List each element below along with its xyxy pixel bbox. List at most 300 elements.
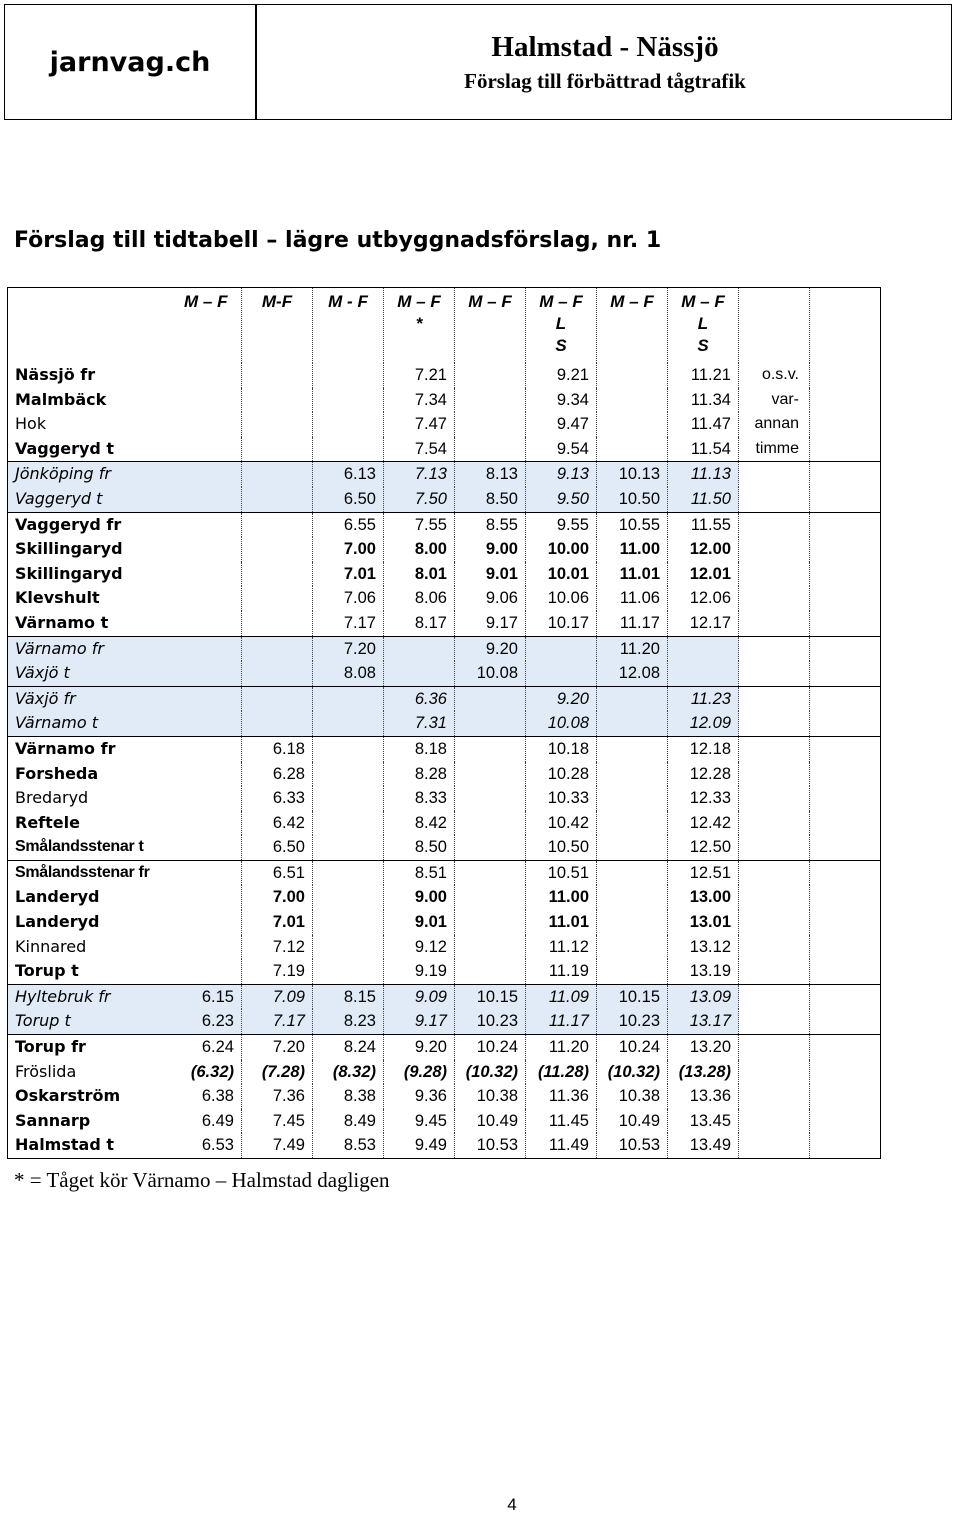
time-cell: 9.47: [526, 412, 597, 437]
time-cell: 11.19: [526, 959, 597, 984]
station-name: Skillingaryd: [15, 539, 123, 559]
column-header: [455, 288, 526, 364]
time-cell: [171, 363, 242, 388]
time-cell: [242, 487, 313, 512]
time-cell: [171, 835, 242, 860]
station-name: Vaggeryd t: [8, 487, 171, 512]
time-cell: 7.36: [242, 1084, 313, 1109]
station-name: Landeryd: [15, 912, 100, 932]
empty-cell: [810, 437, 881, 462]
station-name: Landeryd: [15, 887, 100, 907]
station-name: Nässjö fr: [15, 365, 96, 384]
time-cell: 10.23: [597, 1009, 668, 1034]
time-cell: 10.49: [597, 1109, 668, 1134]
time-cell: 9.21: [526, 363, 597, 388]
frequency-note-line: timme: [755, 439, 799, 457]
table-row: [8, 611, 881, 636]
time-cell: 13.36: [668, 1084, 739, 1109]
time-cell: [455, 762, 526, 787]
time-cell: [313, 860, 384, 885]
empty-cell: [739, 885, 810, 910]
frequency-note-line: o.s.v.: [761, 366, 799, 383]
table-row: [8, 661, 881, 686]
time-cell: 8.01: [384, 562, 455, 587]
time-cell: 7.00: [313, 537, 384, 562]
table-row: [8, 959, 881, 984]
time-cell: [455, 835, 526, 860]
empty-cell: [739, 1109, 810, 1134]
time-cell: [313, 959, 384, 984]
station-name: Hok: [15, 414, 47, 434]
time-cell: 10.24: [597, 1035, 668, 1060]
time-cell: 13.09: [668, 984, 739, 1009]
column-header-line: M – F: [184, 292, 228, 311]
empty-cell: [810, 586, 881, 611]
column-header-line: M – F: [539, 292, 583, 311]
empty-cell: [810, 984, 881, 1009]
time-cell: 7.00: [242, 885, 313, 910]
column-header-line: M – F: [610, 292, 654, 311]
route-title: Halmstad - Nässjö: [491, 31, 719, 63]
column-header-empty: [810, 288, 881, 364]
time-cell: (11.28): [526, 1060, 597, 1085]
empty-cell: [739, 1060, 810, 1085]
time-cell: 6.15: [171, 984, 242, 1009]
time-cell: [597, 885, 668, 910]
time-cell: 6.51: [242, 860, 313, 885]
time-cell: [171, 686, 242, 711]
empty-cell: [739, 1009, 810, 1034]
empty-cell: [739, 786, 810, 811]
empty-cell: [810, 711, 881, 736]
column-header-line: S: [697, 336, 709, 355]
time-cell: [668, 661, 739, 686]
time-cell: 8.51: [384, 860, 455, 885]
empty-cell: [810, 786, 881, 811]
empty-cell: [810, 1009, 881, 1034]
table-row: [8, 1009, 881, 1034]
time-cell: [597, 711, 668, 736]
station-name: Forsheda: [15, 763, 99, 783]
empty-cell: [810, 1109, 881, 1134]
column-header-line: M-F: [261, 292, 293, 311]
time-cell: 8.42: [384, 811, 455, 836]
time-cell: [242, 562, 313, 587]
time-cell: 7.01: [313, 562, 384, 587]
time-cell: 6.18: [242, 736, 313, 761]
time-cell: [313, 762, 384, 787]
site-name: jarnvag.ch: [49, 46, 211, 78]
time-cell: 7.34: [384, 388, 455, 413]
time-cell: [313, 363, 384, 388]
time-cell: [597, 762, 668, 787]
empty-cell: [810, 611, 881, 636]
time-cell: (10.32): [455, 1060, 526, 1085]
time-cell: [455, 910, 526, 935]
time-cell: [171, 412, 242, 437]
time-cell: 10.50: [597, 487, 668, 512]
column-header: [313, 288, 384, 364]
time-cell: 8.55: [455, 512, 526, 537]
time-cell: [455, 388, 526, 413]
time-cell: [171, 562, 242, 587]
table-row: [8, 984, 881, 1009]
table-row: [8, 462, 881, 487]
station-name: Bredaryd: [15, 788, 89, 808]
time-cell: 6.55: [313, 512, 384, 537]
station-name: Malmbäck: [15, 389, 107, 409]
time-cell: 9.45: [384, 1109, 455, 1134]
empty-cell: [810, 363, 881, 388]
station-name: Torup t: [8, 1009, 171, 1034]
time-cell: 8.23: [313, 1009, 384, 1034]
time-cell: [526, 661, 597, 686]
time-cell: 7.54: [384, 437, 455, 462]
table-row: [8, 363, 881, 388]
time-cell: 7.50: [384, 487, 455, 512]
empty-cell: [810, 661, 881, 686]
frequency-note-line: var-: [771, 390, 799, 408]
empty-cell: [739, 512, 810, 537]
empty-cell: [739, 860, 810, 885]
time-cell: [313, 388, 384, 413]
empty-cell: [739, 910, 810, 935]
time-cell: 11.06: [597, 586, 668, 611]
time-cell: 8.06: [384, 586, 455, 611]
time-cell: [171, 910, 242, 935]
empty-cell: [810, 959, 881, 984]
time-cell: 9.54: [526, 437, 597, 462]
time-cell: [597, 437, 668, 462]
time-cell: [313, 736, 384, 761]
time-cell: 12.28: [668, 762, 739, 787]
table-row: [8, 686, 881, 711]
time-cell: 11.36: [526, 1084, 597, 1109]
station-name: Värnamo fr: [8, 636, 171, 661]
time-cell: [242, 412, 313, 437]
time-cell: [171, 636, 242, 661]
time-cell: 9.01: [384, 910, 455, 935]
empty-cell: [739, 537, 810, 562]
frequency-note-line: annan: [754, 415, 799, 433]
time-cell: [242, 437, 313, 462]
time-cell: 9.49: [384, 1133, 455, 1158]
empty-cell: [739, 711, 810, 736]
time-cell: (13.28): [668, 1060, 739, 1085]
station-name: Hyltebruk fr: [8, 984, 171, 1009]
time-cell: 8.08: [313, 661, 384, 686]
time-cell: [384, 636, 455, 661]
time-cell: 12.09: [668, 711, 739, 736]
time-cell: [455, 860, 526, 885]
time-cell: [171, 537, 242, 562]
time-cell: [171, 811, 242, 836]
station-name: Jönköping fr: [8, 462, 171, 487]
time-cell: 7.12: [242, 935, 313, 960]
empty-cell: [810, 388, 881, 413]
time-cell: 7.45: [242, 1109, 313, 1134]
table-row: [8, 562, 881, 587]
station-name: Skillingaryd: [15, 563, 123, 583]
time-cell: 8.53: [313, 1133, 384, 1158]
time-cell: 10.01: [526, 562, 597, 587]
time-cell: (7.28): [242, 1060, 313, 1085]
empty-cell: [739, 611, 810, 636]
time-cell: [597, 388, 668, 413]
time-cell: 8.13: [455, 462, 526, 487]
time-cell: [171, 885, 242, 910]
station-name: Halmstad t: [15, 1135, 114, 1155]
station-name: Växjö t: [8, 661, 171, 686]
time-cell: [597, 363, 668, 388]
time-cell: [455, 736, 526, 761]
time-cell: 12.42: [668, 811, 739, 836]
column-header: [171, 288, 242, 364]
time-cell: 11.09: [526, 984, 597, 1009]
column-header-line: M - F: [328, 292, 368, 311]
time-cell: 11.21: [668, 363, 739, 388]
time-cell: 9.20: [526, 686, 597, 711]
time-cell: [455, 885, 526, 910]
time-cell: 10.23: [455, 1009, 526, 1034]
time-cell: 7.06: [313, 586, 384, 611]
footnote: * = Tåget kör Värnamo – Halmstad dagligen: [14, 1168, 390, 1192]
time-cell: [242, 711, 313, 736]
empty-cell: [739, 586, 810, 611]
column-header-line: M – F: [397, 292, 441, 311]
column-header-empty: [739, 288, 810, 364]
time-cell: [455, 786, 526, 811]
time-cell: 13.12: [668, 935, 739, 960]
table-row: [8, 835, 881, 860]
time-cell: [242, 537, 313, 562]
time-cell: 9.17: [384, 1009, 455, 1034]
time-cell: 9.20: [455, 636, 526, 661]
time-cell: 7.17: [242, 1009, 313, 1034]
time-cell: 6.28: [242, 762, 313, 787]
time-cell: 11.00: [597, 537, 668, 562]
time-cell: 6.38: [171, 1084, 242, 1109]
empty-cell: [810, 762, 881, 787]
column-header-line: *: [415, 314, 423, 333]
time-cell: 7.19: [242, 959, 313, 984]
time-cell: 10.55: [597, 512, 668, 537]
empty-cell: [739, 462, 810, 487]
table-row: [8, 711, 881, 736]
time-cell: 8.15: [313, 984, 384, 1009]
time-cell: [242, 661, 313, 686]
time-cell: 11.47: [668, 412, 739, 437]
time-cell: [668, 636, 739, 661]
time-cell: 10.38: [597, 1084, 668, 1109]
table-row: [8, 762, 881, 787]
time-cell: 11.13: [668, 462, 739, 487]
time-cell: [171, 736, 242, 761]
time-cell: 9.12: [384, 935, 455, 960]
time-cell: 11.00: [526, 885, 597, 910]
time-cell: 8.50: [384, 835, 455, 860]
time-cell: [313, 437, 384, 462]
time-cell: 9.17: [455, 611, 526, 636]
station-name: Växjö fr: [8, 686, 171, 711]
time-cell: [526, 636, 597, 661]
time-cell: 9.20: [384, 1035, 455, 1060]
time-cell: [455, 711, 526, 736]
column-header: [384, 288, 455, 364]
time-cell: [171, 786, 242, 811]
time-cell: 8.50: [455, 487, 526, 512]
time-cell: 6.50: [313, 487, 384, 512]
time-cell: 11.20: [526, 1035, 597, 1060]
empty-cell: [739, 762, 810, 787]
time-cell: [597, 736, 668, 761]
time-cell: [597, 910, 668, 935]
time-cell: 10.00: [526, 537, 597, 562]
time-cell: 9.19: [384, 959, 455, 984]
time-cell: [313, 412, 384, 437]
time-cell: [597, 686, 668, 711]
table-row: [8, 586, 881, 611]
column-header: [668, 288, 739, 364]
page-number: 4: [507, 1495, 517, 1514]
time-cell: 11.01: [526, 910, 597, 935]
time-cell: 13.19: [668, 959, 739, 984]
table-row: [8, 636, 881, 661]
station-name: Kinnared: [15, 936, 87, 956]
table-row: [8, 935, 881, 960]
time-cell: 9.55: [526, 512, 597, 537]
empty-cell: [810, 562, 881, 587]
station-name: Smålandsstenar fr: [8, 860, 171, 885]
station-name: Vaggeryd t: [15, 438, 115, 458]
empty-cell: [739, 1035, 810, 1060]
time-cell: 10.53: [597, 1133, 668, 1158]
time-cell: 10.33: [526, 786, 597, 811]
time-cell: 13.17: [668, 1009, 739, 1034]
time-cell: 8.49: [313, 1109, 384, 1134]
time-cell: [455, 935, 526, 960]
empty-cell: [739, 835, 810, 860]
time-cell: 10.08: [526, 711, 597, 736]
time-cell: [171, 860, 242, 885]
time-cell: 11.54: [668, 437, 739, 462]
table-row: [8, 786, 881, 811]
time-cell: [171, 388, 242, 413]
column-header-line: S: [555, 336, 567, 355]
time-cell: 9.13: [526, 462, 597, 487]
time-cell: 10.18: [526, 736, 597, 761]
time-cell: 8.17: [384, 611, 455, 636]
empty-cell: [739, 736, 810, 761]
time-cell: 10.17: [526, 611, 597, 636]
time-cell: [171, 959, 242, 984]
empty-cell: [810, 811, 881, 836]
time-cell: 13.49: [668, 1133, 739, 1158]
empty-cell: [810, 1035, 881, 1060]
column-header-line: L: [697, 314, 709, 333]
time-cell: [313, 686, 384, 711]
time-cell: 8.28: [384, 762, 455, 787]
time-cell: 10.51: [526, 860, 597, 885]
time-cell: 8.33: [384, 786, 455, 811]
time-cell: [171, 487, 242, 512]
station-name: Sannarp: [15, 1110, 91, 1130]
time-cell: 13.20: [668, 1035, 739, 1060]
time-cell: [597, 835, 668, 860]
time-cell: 7.01: [242, 910, 313, 935]
time-cell: [313, 786, 384, 811]
table-row: [8, 1133, 881, 1158]
route-subtitle: Förslag till förbättrad tågtrafik: [464, 69, 746, 93]
empty-cell: [810, 736, 881, 761]
time-cell: [242, 363, 313, 388]
document-title: Förslag till tidtabell – lägre utbyggnadsförslag, nr. 1: [14, 228, 662, 253]
empty-cell: [810, 512, 881, 537]
time-cell: [171, 611, 242, 636]
empty-cell: [810, 885, 881, 910]
time-cell: 12.08: [597, 661, 668, 686]
time-cell: [455, 811, 526, 836]
empty-cell: [739, 959, 810, 984]
station-name: Fröslida: [15, 1061, 77, 1081]
time-cell: [171, 711, 242, 736]
time-cell: 8.24: [313, 1035, 384, 1060]
header-box: [4, 4, 952, 120]
time-cell: 11.45: [526, 1109, 597, 1134]
empty-cell: [739, 487, 810, 512]
time-cell: 9.36: [384, 1084, 455, 1109]
column-header: [242, 288, 313, 364]
table-row: [8, 910, 881, 935]
time-cell: (6.32): [171, 1060, 242, 1085]
time-cell: 9.50: [526, 487, 597, 512]
station-header-cell: [8, 288, 171, 364]
empty-cell: [810, 636, 881, 661]
time-cell: 6.36: [384, 686, 455, 711]
time-cell: 8.00: [384, 537, 455, 562]
time-cell: [597, 959, 668, 984]
time-cell: 10.38: [455, 1084, 526, 1109]
station-name: Klevshult: [15, 588, 100, 608]
time-cell: 10.50: [526, 835, 597, 860]
time-cell: 9.01: [455, 562, 526, 587]
time-cell: [597, 811, 668, 836]
time-cell: [242, 636, 313, 661]
time-cell: 9.06: [455, 586, 526, 611]
time-cell: (9.28): [384, 1060, 455, 1085]
empty-cell: [739, 686, 810, 711]
column-header: [526, 288, 597, 364]
time-cell: 12.51: [668, 860, 739, 885]
table-row: [8, 860, 881, 885]
time-cell: [313, 811, 384, 836]
time-cell: 9.34: [526, 388, 597, 413]
table-row: [8, 811, 881, 836]
time-cell: 11.20: [597, 636, 668, 661]
time-cell: 12.00: [668, 537, 739, 562]
time-cell: 7.20: [242, 1035, 313, 1060]
time-cell: 13.45: [668, 1109, 739, 1134]
time-cell: [313, 835, 384, 860]
time-cell: 7.17: [313, 611, 384, 636]
empty-cell: [739, 562, 810, 587]
time-cell: 10.24: [455, 1035, 526, 1060]
time-cell: 6.13: [313, 462, 384, 487]
time-cell: [455, 437, 526, 462]
table-row: [8, 487, 881, 512]
station-name: Smålandsstenar t: [15, 838, 144, 856]
time-cell: (10.32): [597, 1060, 668, 1085]
